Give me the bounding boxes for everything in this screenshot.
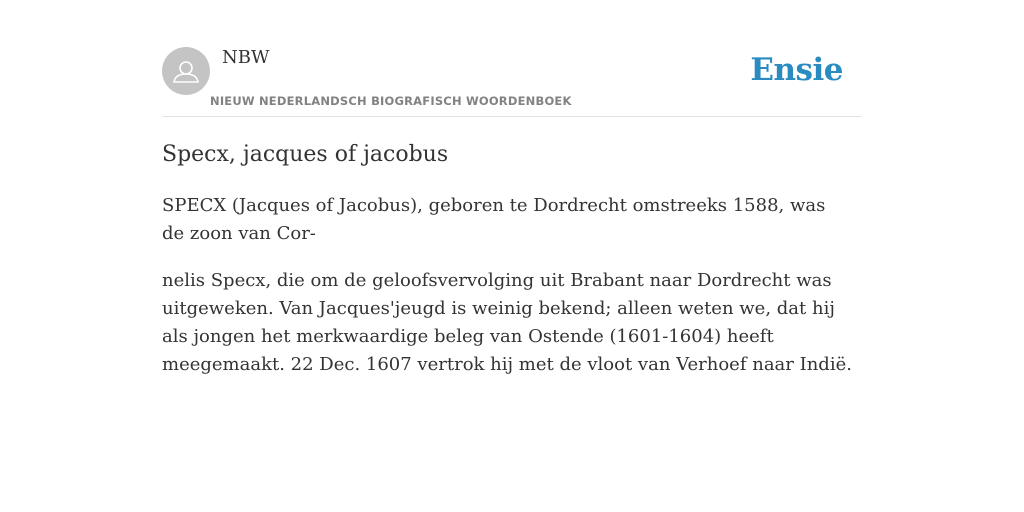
ensie-logo[interactable]: Ensie	[750, 52, 843, 88]
article-title: Specx, jacques of jacobus	[162, 142, 449, 167]
author-name[interactable]: NBW	[222, 47, 270, 68]
article-paragraph: SPECX (Jacques of Jacobus), geboren te Dordrecht omstreeks 1588, was de zoon van Cor-	[162, 195, 826, 244]
article-paragraph: nelis Specx, die om de geloofsvervolging uit Brabant naar Dordrecht was uitgeweken. Van Jacques'jeugd is weinig bekend; alleen weten we, dat hij als jongen het merkwaardige beleg van Ostende (1601-1604) heeft meegemaakt. 22 Dec. 1607 vertrok hij met de vloot van Verhoef naar Indië.	[162, 270, 852, 375]
avatar[interactable]	[162, 47, 210, 95]
user-icon	[162, 47, 210, 95]
header	[162, 46, 862, 117]
source-name[interactable]: NIEUW NEDERLANDSCH BIOGRAFISCH WOORDENBOEK	[210, 94, 572, 108]
article-body	[162, 192, 852, 398]
